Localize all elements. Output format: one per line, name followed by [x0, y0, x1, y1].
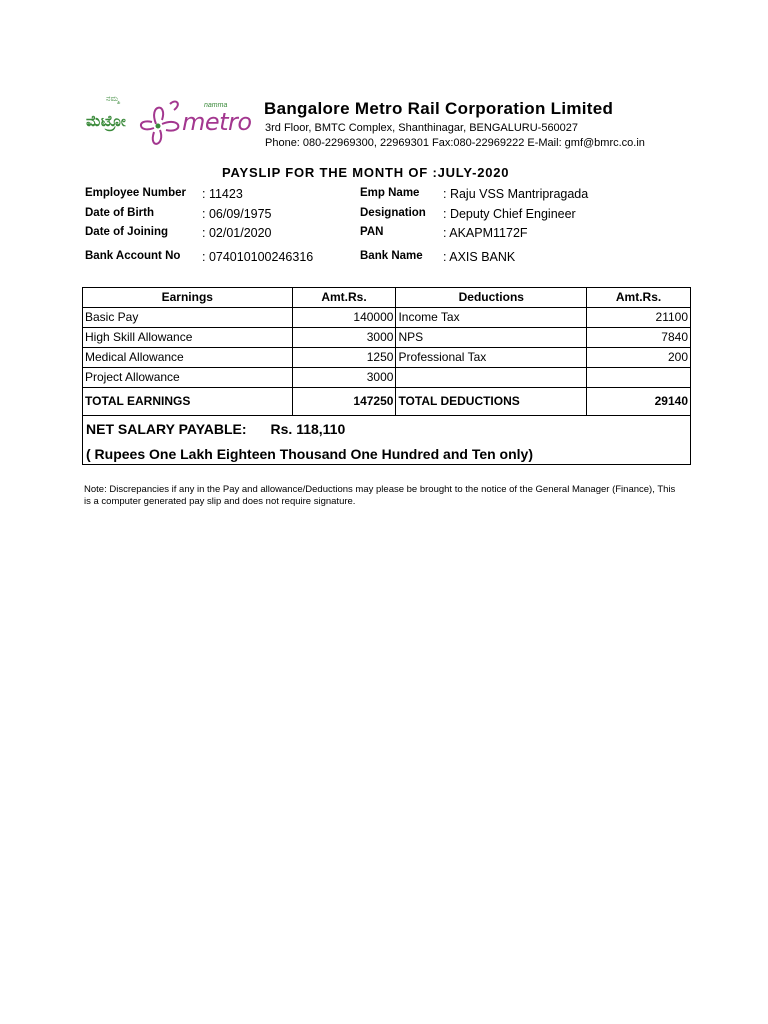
table-row: [83, 328, 691, 348]
net-salary-row: [83, 416, 691, 465]
earning-name: Project Allowance: [83, 368, 293, 388]
deduction-amount: 200: [587, 348, 691, 368]
total-earnings-label: TOTAL EARNINGS: [83, 388, 293, 416]
table-header-row: [83, 288, 691, 308]
pan-label: PAN: [360, 226, 384, 238]
bank-name-label: Bank Name: [360, 250, 423, 262]
net-salary-words: ( Rupees One Lakh Eighteen Thousand One Hundred and Ten only): [86, 446, 533, 462]
earning-name: High Skill Allowance: [83, 328, 293, 348]
bank-name-value: : AXIS BANK: [443, 250, 516, 264]
doj-value: : 02/01/2020: [202, 226, 272, 240]
emp-name-label: Emp Name: [360, 187, 420, 199]
net-salary-amount: Rs. 118,110: [270, 421, 346, 437]
deduction-amount: 7840: [587, 328, 691, 348]
deduction-name: Income Tax: [396, 308, 587, 328]
earnings-deductions-table: [82, 287, 691, 465]
bank-account-value: : 074010100246316: [202, 250, 314, 264]
earning-amount: 3000: [292, 368, 396, 388]
net-salary-line: [86, 420, 687, 439]
bank-account-label: Bank Account No: [85, 250, 181, 262]
deduction-amount: 21100: [587, 308, 691, 328]
earning-amount: 1250: [292, 348, 396, 368]
emp-number-value: : 11423: [202, 187, 243, 201]
designation-value: : Deputy Chief Engineer: [443, 207, 576, 221]
earning-name: Medical Allowance: [83, 348, 293, 368]
deduction-name: Professional Tax: [396, 348, 587, 368]
company-contact: Phone: 080-22969300, 22969301 Fax:080-22969222 E-Mail: gmf@bmrc.co.in: [265, 137, 645, 149]
earning-name: Basic Pay: [83, 308, 293, 328]
emp-number-label: Employee Number: [85, 187, 186, 199]
company-name: Bangalore Metro Rail Corporation Limited: [264, 99, 614, 118]
deduction-amount: [587, 368, 691, 388]
net-salary-cell: [83, 416, 691, 465]
total-earnings-value: 147250: [292, 388, 396, 416]
header-earnings: Earnings: [83, 288, 293, 308]
disclaimer-note: Note: Discrepancies if any in the Pay and allowance/Deductions may please be brought to the notice of the General Manager (Finance), This is a computer generated pay slip and does not require signature.: [84, 484, 676, 507]
logo-metro: metro: [182, 108, 252, 136]
logo-namma: namma: [204, 102, 228, 109]
net-salary-label: NET SALARY PAYABLE:: [86, 421, 247, 437]
emp-name-value: : Raju VSS Mantripragada: [443, 187, 589, 201]
logo-kannada-small: ನಮ್ಮ: [106, 94, 120, 103]
table-row: [83, 308, 691, 328]
earning-amount: 140000: [292, 308, 396, 328]
doj-label: Date of Joining: [85, 226, 169, 238]
header-ded-amount: Amt.Rs.: [587, 288, 691, 308]
deduction-name: NPS: [396, 328, 587, 348]
bmrc-logo: [86, 94, 252, 152]
table-row: [83, 368, 691, 388]
dob-label: Date of Birth: [85, 207, 154, 219]
earning-amount: 3000: [292, 328, 396, 348]
pan-value: : AKAPM1172F: [443, 226, 528, 240]
payslip-title: PAYSLIP FOR THE MONTH OF :JULY-2020: [222, 165, 510, 180]
designation-label: Designation: [360, 207, 426, 219]
header-deductions: Deductions: [396, 288, 587, 308]
total-deductions-label: TOTAL DEDUCTIONS: [396, 388, 587, 416]
company-address: 3rd Floor, BMTC Complex, Shanthinagar, BENGALURU-560027: [265, 122, 579, 134]
dob-value: : 06/09/1975: [202, 207, 272, 221]
logo-kannada: ಮೆಟ್ರೋ: [86, 112, 126, 130]
header-earn-amount: Amt.Rs.: [292, 288, 396, 308]
deduction-name: [396, 368, 587, 388]
totals-row: [83, 388, 691, 416]
total-deductions-value: 29140: [587, 388, 691, 416]
table-row: [83, 348, 691, 368]
